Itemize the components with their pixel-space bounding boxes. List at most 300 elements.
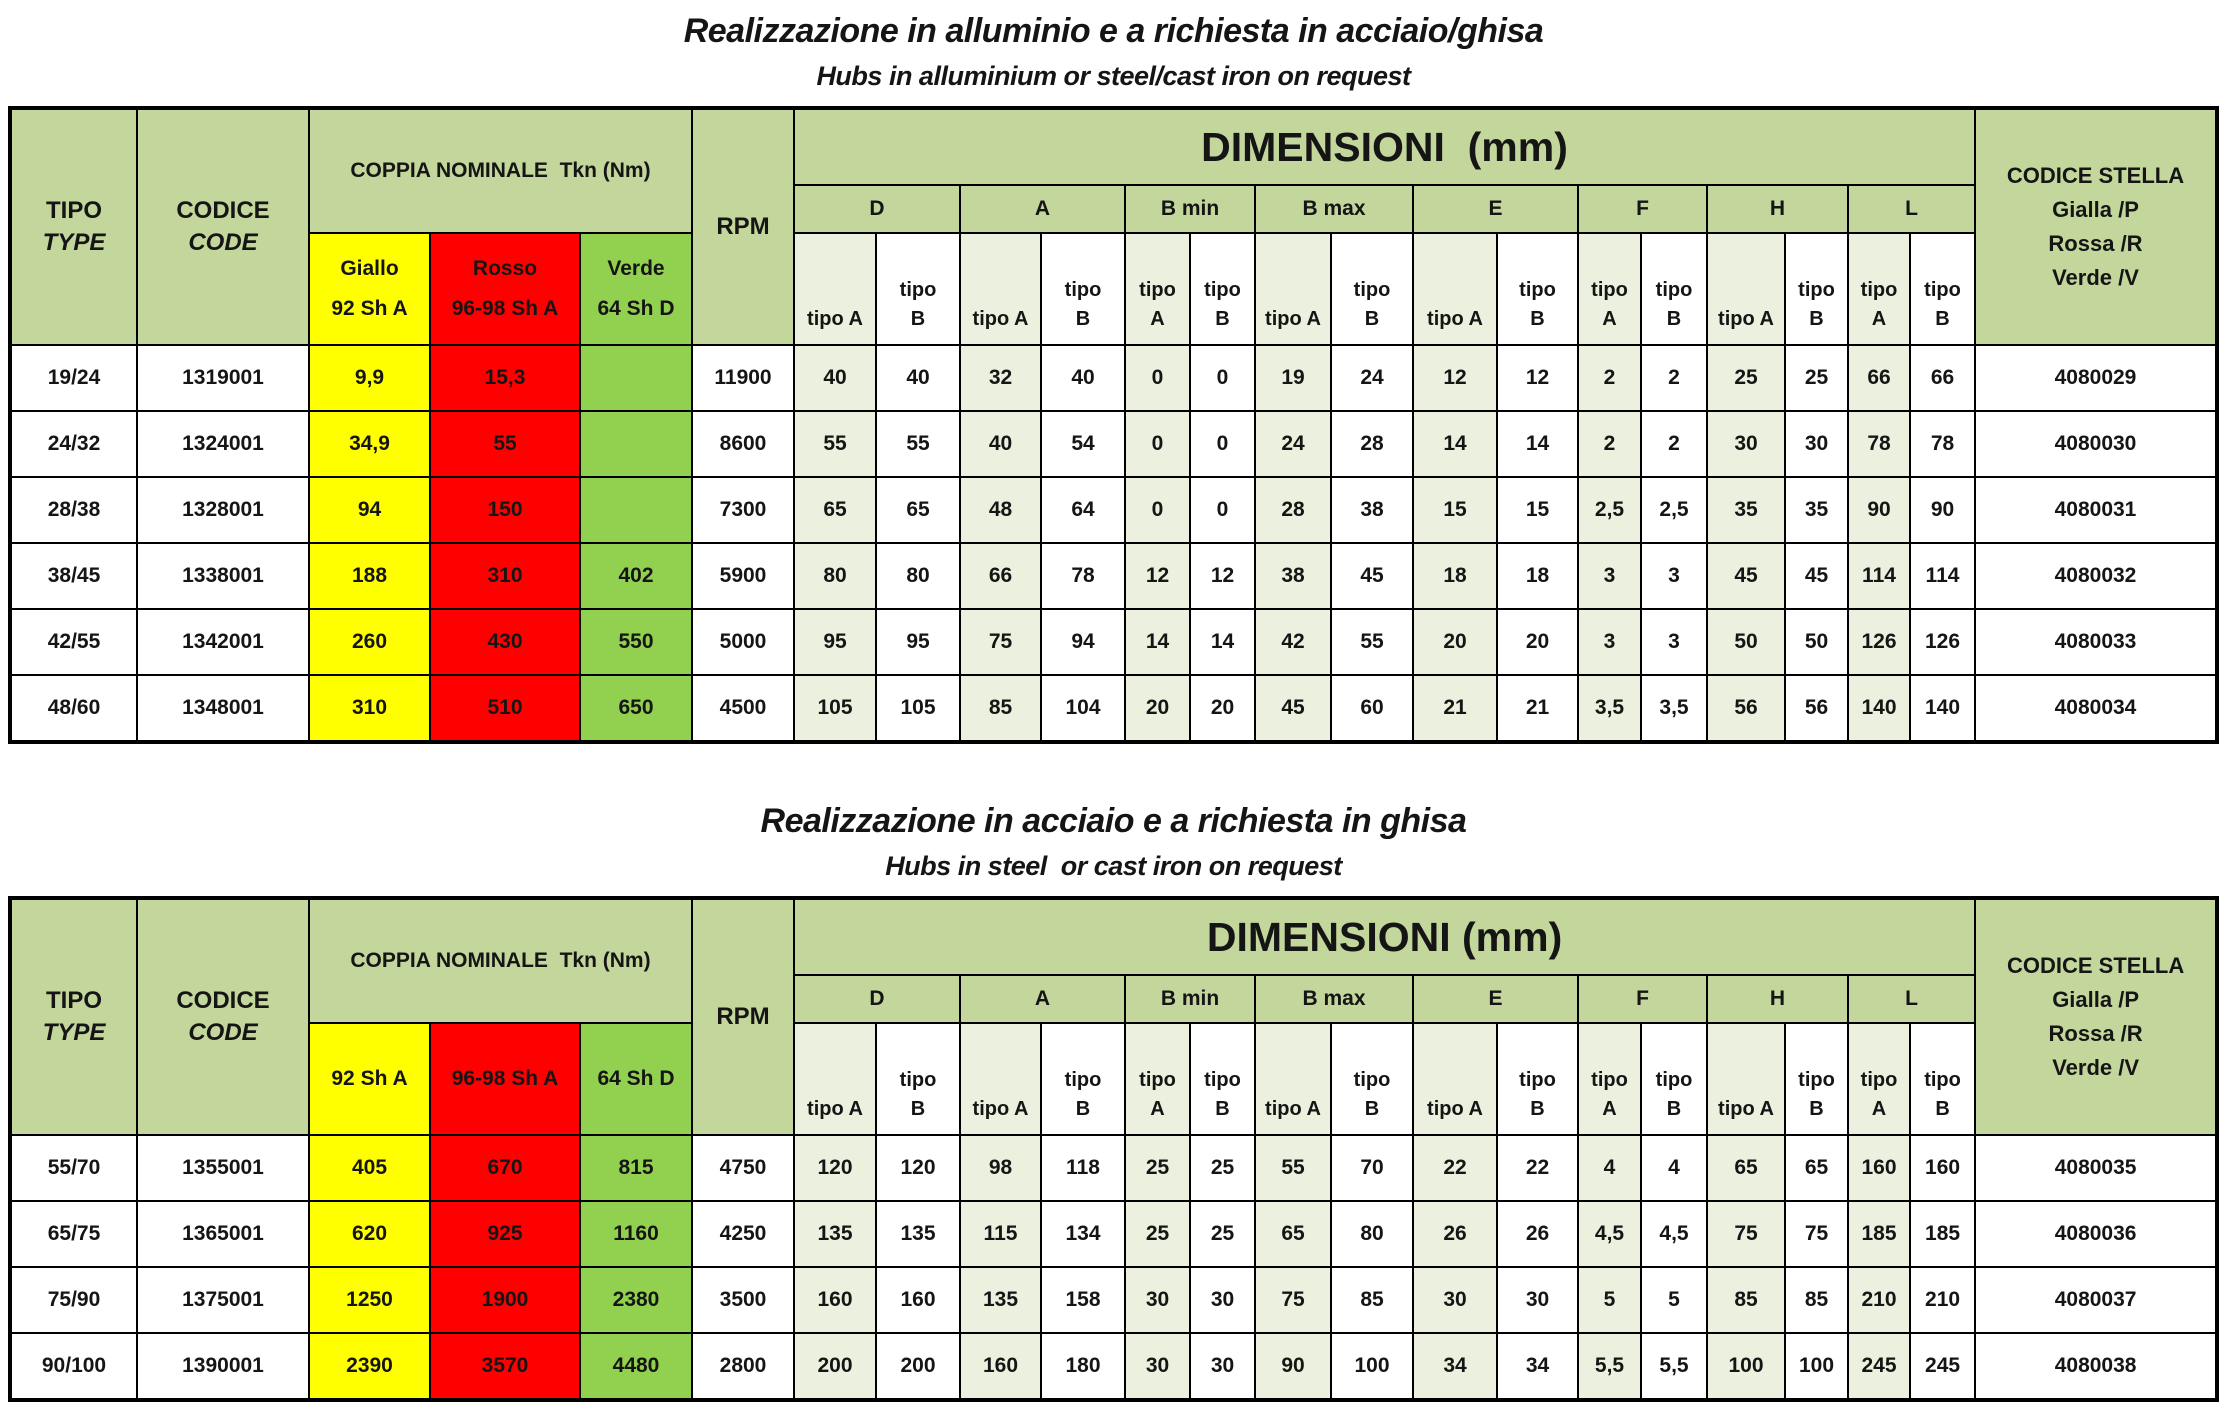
stella-line4: Verde /V [2052, 265, 2139, 291]
header-group-f: F [1578, 975, 1707, 1023]
header-coppia-nominale: COPPIA NOMINALE Tkn (Nm) [309, 108, 692, 233]
cell-tipo: 90/100 [10, 1333, 137, 1400]
cell-dim-tipo-a: 115 [960, 1201, 1041, 1267]
cell-dim-tipo-b: 78 [1041, 543, 1125, 609]
cell-dim-tipo-b: 14 [1190, 609, 1255, 675]
cell-dim-tipo-b: 12 [1190, 543, 1255, 609]
cell-dim-tipo-a: 30 [1125, 1267, 1190, 1333]
cell-dim-tipo-b: 30 [1190, 1333, 1255, 1400]
header-group-l: L [1848, 975, 1975, 1023]
cell-dim-tipo-a: 32 [960, 345, 1041, 411]
header-group-d: D [794, 185, 960, 233]
cell-tipo: 19/24 [10, 345, 137, 411]
cell-dim-tipo-b: 5 [1641, 1267, 1707, 1333]
cell-dim-tipo-b: 25 [1190, 1135, 1255, 1201]
cell-dim-tipo-b: 3,5 [1641, 675, 1707, 742]
cell-dim-tipo-b: 64 [1041, 477, 1125, 543]
cell-dim-tipo-b: 94 [1041, 609, 1125, 675]
cell-dim-tipo-b: 20 [1190, 675, 1255, 742]
cell-dim-tipo-a: 114 [1848, 543, 1910, 609]
cell-codice-stella: 4080032 [1975, 543, 2217, 609]
cell-coppia-rosso: 670 [430, 1135, 580, 1201]
header-group-bmin: B min [1125, 185, 1255, 233]
cell-dim-tipo-a: 80 [794, 543, 876, 609]
header-tipo-b: tipo B [1785, 233, 1848, 345]
cell-dim-tipo-b: 54 [1041, 411, 1125, 477]
header-group-a: A [960, 185, 1125, 233]
cell-codice-stella: 4080030 [1975, 411, 2217, 477]
cell-rpm: 11900 [692, 345, 794, 411]
cell-tipo: 65/75 [10, 1201, 137, 1267]
cell-dim-tipo-b: 0 [1190, 411, 1255, 477]
cell-dim-tipo-b: 70 [1331, 1135, 1413, 1201]
header-tipo-a: tipo A [1125, 1023, 1190, 1135]
cell-dim-tipo-a: 50 [1707, 609, 1785, 675]
cell-dim-tipo-a: 55 [1255, 1135, 1331, 1201]
cell-coppia-rosso: 310 [430, 543, 580, 609]
table-row [10, 1267, 2217, 1333]
header-tipo-en: TYPE [42, 229, 106, 256]
cell-dim-tipo-b: 158 [1041, 1267, 1125, 1333]
cell-codice: 1338001 [137, 543, 309, 609]
cell-dim-tipo-b: 2 [1641, 411, 1707, 477]
cell-dim-tipo-a: 98 [960, 1135, 1041, 1201]
cell-dim-tipo-b: 120 [876, 1135, 960, 1201]
cell-dim-tipo-b: 40 [1041, 345, 1125, 411]
cell-dim-tipo-b: 24 [1331, 345, 1413, 411]
header-group-h: H [1707, 185, 1848, 233]
header-dimensioni: DIMENSIONI (mm) [794, 898, 1975, 975]
header-rosso [430, 233, 580, 345]
cell-dim-tipo-a: 55 [794, 411, 876, 477]
header-codice-stella [1975, 108, 2217, 345]
cell-dim-tipo-b: 75 [1785, 1201, 1848, 1267]
cell-dim-tipo-a: 42 [1255, 609, 1331, 675]
table-row [10, 477, 2217, 543]
header-codice-it: CODICE [176, 196, 270, 224]
cell-codice-stella: 4080035 [1975, 1135, 2217, 1201]
cell-dim-tipo-b: 245 [1910, 1333, 1975, 1400]
cell-coppia-rosso: 430 [430, 609, 580, 675]
cell-dim-tipo-a: 200 [794, 1333, 876, 1400]
cell-dim-tipo-b: 21 [1497, 675, 1578, 742]
cell-dim-tipo-a: 2 [1578, 345, 1641, 411]
header-tipo-b: tipo B [1785, 1023, 1848, 1135]
cell-dim-tipo-a: 20 [1413, 609, 1497, 675]
header-codice-stella [1975, 898, 2217, 1135]
cell-rpm: 5000 [692, 609, 794, 675]
cell-coppia-verde [580, 477, 692, 543]
cell-dim-tipo-a: 3,5 [1578, 675, 1641, 742]
cell-dim-tipo-b: 80 [876, 543, 960, 609]
header-group-bmax: B max [1255, 185, 1413, 233]
cell-dim-tipo-a: 100 [1707, 1333, 1785, 1400]
cell-dim-tipo-b: 22 [1497, 1135, 1578, 1201]
giallo-shore: 92 Sh A [331, 1067, 408, 1091]
cell-dim-tipo-b: 14 [1497, 411, 1578, 477]
cell-codice: 1319001 [137, 345, 309, 411]
cell-dim-tipo-b: 30 [1190, 1267, 1255, 1333]
cell-codice: 1324001 [137, 411, 309, 477]
header-rosso [430, 1023, 580, 1135]
cell-coppia-verde: 2380 [580, 1267, 692, 1333]
cell-tipo: 28/38 [10, 477, 137, 543]
cell-dim-tipo-a: 90 [1255, 1333, 1331, 1400]
header-tipo-b: tipo B [1497, 233, 1578, 345]
cell-dim-tipo-a: 12 [1125, 543, 1190, 609]
cell-dim-tipo-b: 85 [1785, 1267, 1848, 1333]
cell-dim-tipo-a: 30 [1413, 1267, 1497, 1333]
cell-dim-tipo-a: 160 [794, 1267, 876, 1333]
cell-dim-tipo-a: 65 [794, 477, 876, 543]
cell-dim-tipo-b: 28 [1331, 411, 1413, 477]
table-row [10, 609, 2217, 675]
cell-dim-tipo-a: 160 [960, 1333, 1041, 1400]
cell-codice-stella: 4080037 [1975, 1267, 2217, 1333]
cell-dim-tipo-b: 104 [1041, 675, 1125, 742]
cell-dim-tipo-b: 100 [1785, 1333, 1848, 1400]
giallo-shore: 92 Sh A [331, 297, 408, 320]
cell-dim-tipo-a: 24 [1255, 411, 1331, 477]
stella-line2: Gialla /P [2052, 196, 2139, 222]
cell-dim-tipo-b: 114 [1910, 543, 1975, 609]
header-tipo-a: tipo A [794, 1023, 876, 1135]
cell-dim-tipo-a: 18 [1413, 543, 1497, 609]
cell-rpm: 5900 [692, 543, 794, 609]
rosso-shore: 96-98 Sh A [451, 297, 559, 320]
cell-coppia-verde: 402 [580, 543, 692, 609]
cell-codice: 1390001 [137, 1333, 309, 1400]
cell-dim-tipo-a: 65 [1707, 1135, 1785, 1201]
table2-subtitle: Hubs in steel or cast iron on request [885, 851, 1342, 881]
cell-coppia-verde: 815 [580, 1135, 692, 1201]
header-group-f: F [1578, 185, 1707, 233]
header-codice [137, 898, 309, 1135]
header-tipo-b: tipo B [1190, 233, 1255, 345]
cell-dim-tipo-b: 20 [1497, 609, 1578, 675]
header-tipo-b: tipo B [876, 233, 960, 345]
cell-dim-tipo-b: 45 [1331, 543, 1413, 609]
cell-dim-tipo-a: 0 [1125, 345, 1190, 411]
cell-coppia-rosso: 55 [430, 411, 580, 477]
cell-dim-tipo-a: 22 [1413, 1135, 1497, 1201]
cell-dim-tipo-b: 160 [876, 1267, 960, 1333]
cell-codice-stella: 4080031 [1975, 477, 2217, 543]
cell-dim-tipo-b: 12 [1497, 345, 1578, 411]
header-tipo-a: tipo A [794, 233, 876, 345]
cell-codice: 1348001 [137, 675, 309, 742]
cell-dim-tipo-a: 66 [960, 543, 1041, 609]
cell-dim-tipo-a: 14 [1125, 609, 1190, 675]
cell-coppia-rosso: 150 [430, 477, 580, 543]
header-tipo-it: TIPO [45, 196, 102, 224]
header-tipo-a: tipo A [960, 233, 1041, 345]
cell-dim-tipo-b: 4,5 [1641, 1201, 1707, 1267]
cell-dim-tipo-b: 15 [1497, 477, 1578, 543]
table-row [10, 1333, 2217, 1400]
cell-dim-tipo-b: 80 [1331, 1201, 1413, 1267]
header-tipo-b: tipo B [1641, 1023, 1707, 1135]
header-tipo-b: tipo B [876, 1023, 960, 1135]
header-tipo-b: tipo B [1331, 1023, 1413, 1135]
cell-dim-tipo-a: 25 [1125, 1135, 1190, 1201]
cell-dim-tipo-a: 5,5 [1578, 1333, 1641, 1400]
header-tipo-a: tipo A [1413, 1023, 1497, 1135]
cell-dim-tipo-b: 210 [1910, 1267, 1975, 1333]
cell-dim-tipo-b: 95 [876, 609, 960, 675]
cell-dim-tipo-a: 140 [1848, 675, 1910, 742]
cell-dim-tipo-a: 75 [1255, 1267, 1331, 1333]
cell-dim-tipo-a: 2,5 [1578, 477, 1641, 543]
cell-tipo: 75/90 [10, 1267, 137, 1333]
cell-dim-tipo-b: 185 [1910, 1201, 1975, 1267]
header-codice-it: CODICE [176, 986, 270, 1014]
header-tipo-b: tipo B [1041, 233, 1125, 345]
cell-dim-tipo-a: 85 [1707, 1267, 1785, 1333]
cell-tipo: 38/45 [10, 543, 137, 609]
cell-dim-tipo-b: 134 [1041, 1201, 1125, 1267]
header-tipo-a: tipo A [1578, 233, 1641, 345]
header-codice [137, 108, 309, 345]
cell-dim-tipo-b: 0 [1190, 477, 1255, 543]
stella-line3: Rossa /R [2048, 231, 2143, 256]
cell-dim-tipo-a: 12 [1413, 345, 1497, 411]
cell-dim-tipo-b: 65 [1785, 1135, 1848, 1201]
cell-rpm: 3500 [692, 1267, 794, 1333]
cell-dim-tipo-b: 66 [1910, 345, 1975, 411]
cell-dim-tipo-b: 65 [876, 477, 960, 543]
header-dimensioni: DIMENSIONI (mm) [794, 108, 1975, 185]
cell-dim-tipo-a: 90 [1848, 477, 1910, 543]
cell-dim-tipo-a: 3 [1578, 609, 1641, 675]
stella-line3: Rossa /R [2048, 1021, 2143, 1046]
cell-dim-tipo-b: 55 [1331, 609, 1413, 675]
cell-dim-tipo-a: 2 [1578, 411, 1641, 477]
cell-dim-tipo-b: 56 [1785, 675, 1848, 742]
header-tipo-it: TIPO [45, 986, 102, 1014]
header-tipo-a: tipo A [1578, 1023, 1641, 1135]
cell-codice-stella: 4080034 [1975, 675, 2217, 742]
header-tipo-b: tipo B [1497, 1023, 1578, 1135]
header-tipo-b: tipo B [1331, 233, 1413, 345]
table-steel-hubs [8, 896, 2219, 1402]
cell-coppia-rosso: 510 [430, 675, 580, 742]
cell-dim-tipo-a: 25 [1125, 1201, 1190, 1267]
cell-coppia-rosso: 1900 [430, 1267, 580, 1333]
cell-coppia-giallo: 2390 [309, 1333, 430, 1400]
cell-tipo: 24/32 [10, 411, 137, 477]
header-tipo [10, 108, 137, 345]
table2-title: Realizzazione in acciaio e a richiesta in ghisa [760, 802, 1467, 840]
cell-tipo: 42/55 [10, 609, 137, 675]
cell-dim-tipo-b: 78 [1910, 411, 1975, 477]
header-codice-en: CODE [188, 229, 258, 256]
cell-dim-tipo-b: 126 [1910, 609, 1975, 675]
table-row [10, 345, 2217, 411]
header-group-l: L [1848, 185, 1975, 233]
cell-dim-tipo-b: 160 [1910, 1135, 1975, 1201]
cell-dim-tipo-b: 55 [876, 411, 960, 477]
cell-dim-tipo-a: 38 [1255, 543, 1331, 609]
cell-codice: 1365001 [137, 1201, 309, 1267]
cell-dim-tipo-a: 28 [1255, 477, 1331, 543]
header-tipo-a: tipo A [1707, 1023, 1785, 1135]
cell-dim-tipo-a: 15 [1413, 477, 1497, 543]
cell-dim-tipo-a: 25 [1707, 345, 1785, 411]
cell-dim-tipo-a: 21 [1413, 675, 1497, 742]
header-tipo-b: tipo B [1641, 233, 1707, 345]
cell-dim-tipo-a: 85 [960, 675, 1041, 742]
cell-dim-tipo-a: 66 [1848, 345, 1910, 411]
stella-line4: Verde /V [2052, 1055, 2140, 1081]
cell-dim-tipo-b: 30 [1785, 411, 1848, 477]
cell-coppia-verde [580, 345, 692, 411]
verde-shore: 64 Sh D [597, 1067, 675, 1091]
cell-coppia-giallo: 310 [309, 675, 430, 742]
verde-shore: 64 Sh D [597, 297, 675, 320]
cell-dim-tipo-b: 3 [1641, 609, 1707, 675]
cell-dim-tipo-a: 0 [1125, 477, 1190, 543]
cell-coppia-rosso: 15,3 [430, 345, 580, 411]
table-row [10, 543, 2217, 609]
cell-coppia-giallo: 94 [309, 477, 430, 543]
cell-dim-tipo-a: 56 [1707, 675, 1785, 742]
cell-coppia-verde: 1160 [580, 1201, 692, 1267]
header-group-h: H [1707, 975, 1848, 1023]
cell-dim-tipo-a: 95 [794, 609, 876, 675]
cell-dim-tipo-b: 25 [1785, 345, 1848, 411]
table-steel-body [10, 1135, 2217, 1400]
header-tipo-a: tipo A [1848, 1023, 1910, 1135]
cell-coppia-rosso: 925 [430, 1201, 580, 1267]
header-rpm: RPM [692, 108, 794, 345]
cell-dim-tipo-b: 30 [1497, 1267, 1578, 1333]
cell-dim-tipo-a: 40 [794, 345, 876, 411]
cell-tipo: 55/70 [10, 1135, 137, 1201]
cell-dim-tipo-b: 34 [1497, 1333, 1578, 1400]
header-verde [580, 233, 692, 345]
cell-codice-stella: 4080036 [1975, 1201, 2217, 1267]
header-tipo-a: tipo A [1848, 233, 1910, 345]
cell-dim-tipo-b: 40 [876, 345, 960, 411]
cell-dim-tipo-b: 0 [1190, 345, 1255, 411]
cell-codice-stella: 4080029 [1975, 345, 2217, 411]
cell-dim-tipo-a: 135 [960, 1267, 1041, 1333]
cell-dim-tipo-a: 14 [1413, 411, 1497, 477]
table-aluminium-hubs [8, 106, 2219, 744]
header-giallo [309, 233, 430, 345]
table-aluminium-body [10, 345, 2217, 742]
table-row [10, 675, 2217, 742]
cell-dim-tipo-b: 26 [1497, 1201, 1578, 1267]
cell-dim-tipo-b: 2 [1641, 345, 1707, 411]
cell-dim-tipo-a: 48 [960, 477, 1041, 543]
cell-dim-tipo-a: 160 [1848, 1135, 1910, 1201]
cell-dim-tipo-b: 18 [1497, 543, 1578, 609]
cell-dim-tipo-a: 120 [794, 1135, 876, 1201]
cell-coppia-giallo: 9,9 [309, 345, 430, 411]
header-tipo-en: TYPE [42, 1019, 106, 1046]
cell-tipo: 48/60 [10, 675, 137, 742]
header-group-e: E [1413, 975, 1578, 1023]
cell-rpm: 4500 [692, 675, 794, 742]
cell-dim-tipo-b: 140 [1910, 675, 1975, 742]
cell-dim-tipo-a: 34 [1413, 1333, 1497, 1400]
table-row [10, 1135, 2217, 1201]
cell-rpm: 8600 [692, 411, 794, 477]
cell-dim-tipo-b: 135 [876, 1201, 960, 1267]
cell-coppia-verde [580, 411, 692, 477]
cell-rpm: 4750 [692, 1135, 794, 1201]
table1-subtitle: Hubs in alluminium or steel/cast iron on request [816, 61, 1411, 91]
cell-coppia-verde: 650 [580, 675, 692, 742]
cell-dim-tipo-a: 4,5 [1578, 1201, 1641, 1267]
cell-dim-tipo-b: 25 [1190, 1201, 1255, 1267]
cell-dim-tipo-a: 35 [1707, 477, 1785, 543]
header-tipo-b: tipo B [1190, 1023, 1255, 1135]
cell-coppia-giallo: 405 [309, 1135, 430, 1201]
cell-dim-tipo-a: 75 [960, 609, 1041, 675]
cell-dim-tipo-b: 200 [876, 1333, 960, 1400]
header-giallo [309, 1023, 430, 1135]
header-tipo-a: tipo A [960, 1023, 1041, 1135]
cell-dim-tipo-b: 90 [1910, 477, 1975, 543]
header-rpm: RPM [692, 898, 794, 1135]
cell-dim-tipo-b: 105 [876, 675, 960, 742]
cell-dim-tipo-b: 180 [1041, 1333, 1125, 1400]
cell-coppia-verde: 550 [580, 609, 692, 675]
cell-codice: 1328001 [137, 477, 309, 543]
cell-coppia-giallo: 260 [309, 609, 430, 675]
table1-title: Realizzazione in alluminio e a richiesta in acciaio/ghisa [683, 12, 1544, 50]
header-group-d: D [794, 975, 960, 1023]
cell-dim-tipo-a: 185 [1848, 1201, 1910, 1267]
cell-dim-tipo-a: 40 [960, 411, 1041, 477]
header-verde [580, 1023, 692, 1135]
cell-coppia-verde: 4480 [580, 1333, 692, 1400]
cell-coppia-giallo: 1250 [309, 1267, 430, 1333]
cell-dim-tipo-a: 126 [1848, 609, 1910, 675]
header-group-e: E [1413, 185, 1578, 233]
header-tipo-a: tipo A [1707, 233, 1785, 345]
header-group-bmin: B min [1125, 975, 1255, 1023]
stella-line1: CODICE STELLA [2006, 162, 2185, 188]
cell-coppia-giallo: 34,9 [309, 411, 430, 477]
cell-dim-tipo-b: 85 [1331, 1267, 1413, 1333]
cell-dim-tipo-a: 5 [1578, 1267, 1641, 1333]
cell-codice-stella: 4080038 [1975, 1333, 2217, 1400]
cell-dim-tipo-a: 19 [1255, 345, 1331, 411]
cell-dim-tipo-a: 105 [794, 675, 876, 742]
table-row [10, 411, 2217, 477]
cell-codice: 1355001 [137, 1135, 309, 1201]
header-tipo-b: tipo B [1910, 233, 1975, 345]
cell-rpm: 7300 [692, 477, 794, 543]
giallo-name: Giallo [340, 257, 399, 281]
cell-dim-tipo-a: 30 [1707, 411, 1785, 477]
header-tipo-a: tipo A [1255, 1023, 1331, 1135]
cell-codice: 1342001 [137, 609, 309, 675]
cell-dim-tipo-b: 3 [1641, 543, 1707, 609]
cell-dim-tipo-a: 45 [1707, 543, 1785, 609]
header-tipo-b: tipo B [1910, 1023, 1975, 1135]
cell-rpm: 2800 [692, 1333, 794, 1400]
cell-dim-tipo-a: 75 [1707, 1201, 1785, 1267]
stella-line2: Gialla /P [2052, 986, 2140, 1012]
header-tipo-a: tipo A [1255, 233, 1331, 345]
header-tipo-b: tipo B [1041, 1023, 1125, 1135]
verde-name: Verde [607, 257, 665, 281]
